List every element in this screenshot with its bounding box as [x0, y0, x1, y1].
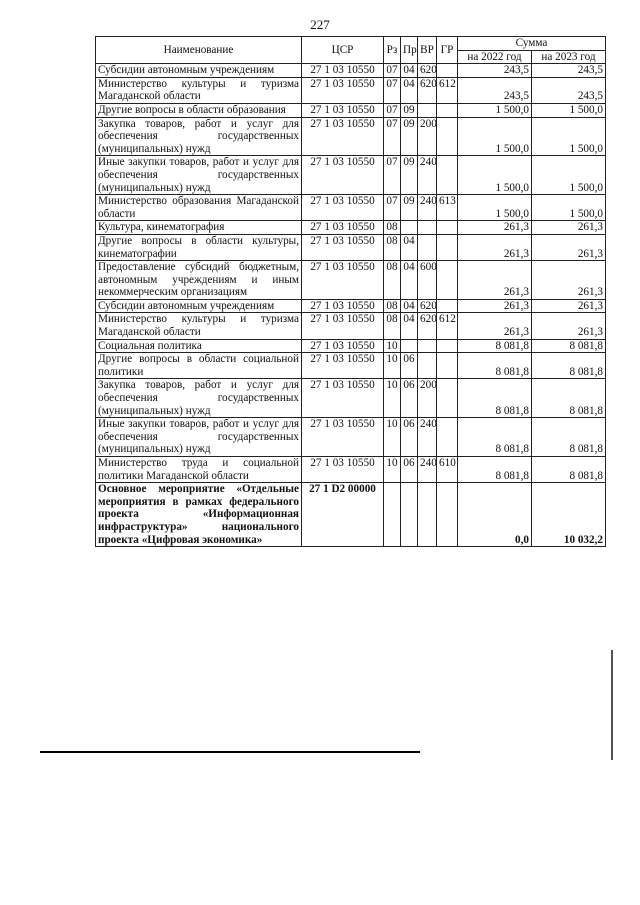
- page-number: 227: [310, 17, 330, 32]
- table-row: [96, 261, 606, 300]
- cell-name: Другие вопросы в области социальной политики: [96, 353, 302, 379]
- cell-y1: 261,3: [458, 221, 532, 235]
- cell-vr: [418, 234, 437, 260]
- cell-vr: 200: [418, 379, 437, 418]
- cell-y1: 8 081,8: [458, 339, 532, 353]
- table-row: [96, 64, 606, 78]
- cell-y2: 243,5: [532, 77, 606, 103]
- cell-name: Социальная политика: [96, 339, 302, 353]
- header-year-2023: на 2023 год: [532, 50, 606, 64]
- cell-rz: 08: [384, 313, 401, 339]
- cell-csr: 27 1 03 10550: [302, 234, 384, 260]
- table-row: [96, 77, 606, 103]
- cell-pr: 09: [401, 156, 418, 195]
- cell-gr: [437, 64, 458, 78]
- cell-name: Министерство культуры и туризма Магаданской области: [96, 313, 302, 339]
- table-row: [96, 483, 606, 547]
- cell-gr: 612: [437, 313, 458, 339]
- footer-rule: [40, 751, 420, 753]
- cell-pr: 09: [401, 103, 418, 117]
- cell-gr: [437, 339, 458, 353]
- cell-y2: 261,3: [532, 261, 606, 300]
- cell-pr: 06: [401, 379, 418, 418]
- cell-y2: 8 081,8: [532, 353, 606, 379]
- header-rz: Рз: [384, 37, 401, 64]
- cell-name: Министерство культуры и туризма Магаданской области: [96, 77, 302, 103]
- cell-y2: 261,3: [532, 313, 606, 339]
- cell-y1: 8 081,8: [458, 353, 532, 379]
- cell-csr: 27 1 03 10550: [302, 103, 384, 117]
- cell-rz: 10: [384, 457, 401, 483]
- cell-y1: 1 500,0: [458, 103, 532, 117]
- table-row: [96, 313, 606, 339]
- cell-y1: 1 500,0: [458, 195, 532, 221]
- margin-mark: [611, 650, 613, 760]
- cell-rz: 10: [384, 379, 401, 418]
- cell-pr: 04: [401, 313, 418, 339]
- cell-y2: 8 081,8: [532, 379, 606, 418]
- cell-vr: [418, 221, 437, 235]
- cell-name: Закупка товаров, работ и услуг для обеспечения государственных (муниципальных) нужд: [96, 117, 302, 156]
- cell-gr: 613: [437, 195, 458, 221]
- header-name: Наименование: [96, 37, 302, 64]
- cell-pr: 04: [401, 64, 418, 78]
- cell-name: Субсидии автономным учреждениям: [96, 299, 302, 313]
- cell-vr: 620: [418, 77, 437, 103]
- cell-y1: 1 500,0: [458, 156, 532, 195]
- cell-csr: 27 1 03 10550: [302, 156, 384, 195]
- cell-pr: 04: [401, 261, 418, 300]
- cell-y1: 8 081,8: [458, 379, 532, 418]
- cell-rz: 07: [384, 103, 401, 117]
- cell-vr: [418, 339, 437, 353]
- header-gr: ГР: [437, 37, 458, 64]
- cell-rz: 08: [384, 221, 401, 235]
- cell-name: Субсидии автономным учреждениям: [96, 64, 302, 78]
- cell-rz: 07: [384, 156, 401, 195]
- cell-name: Культура, кинематография: [96, 221, 302, 235]
- cell-name: Основное мероприятие «Отдельные мероприятия в рамках федерального проекта «Информационная инфраструктура» национального проекта «Цифровая экономика»: [96, 483, 302, 547]
- cell-pr: 04: [401, 234, 418, 260]
- cell-csr: 27 1 03 10550: [302, 299, 384, 313]
- cell-gr: [437, 156, 458, 195]
- cell-y2: 8 081,8: [532, 457, 606, 483]
- cell-pr: 06: [401, 457, 418, 483]
- cell-gr: [437, 483, 458, 547]
- cell-csr: 27 1 03 10550: [302, 339, 384, 353]
- cell-gr: [437, 353, 458, 379]
- cell-gr: 610: [437, 457, 458, 483]
- cell-gr: [437, 261, 458, 300]
- cell-pr: 04: [401, 299, 418, 313]
- table-row: [96, 156, 606, 195]
- cell-rz: 07: [384, 117, 401, 156]
- cell-name: Закупка товаров, работ и услуг для обеспечения государственных (муниципальных) нужд: [96, 379, 302, 418]
- cell-vr: 240: [418, 457, 437, 483]
- table-row: [96, 353, 606, 379]
- cell-csr: 27 1 03 10550: [302, 353, 384, 379]
- cell-vr: 240: [418, 418, 437, 457]
- cell-csr: 27 1 03 10550: [302, 261, 384, 300]
- table-body: [96, 64, 606, 547]
- table-row: [96, 299, 606, 313]
- cell-rz: 08: [384, 299, 401, 313]
- cell-vr: [418, 353, 437, 379]
- cell-y1: 261,3: [458, 313, 532, 339]
- cell-csr: 27 1 03 10550: [302, 313, 384, 339]
- cell-rz: 07: [384, 64, 401, 78]
- budget-table: [95, 36, 606, 547]
- cell-gr: [437, 299, 458, 313]
- cell-vr: 240: [418, 156, 437, 195]
- cell-name: Другие вопросы в области культуры, кинематографии: [96, 234, 302, 260]
- table-row: [96, 457, 606, 483]
- cell-csr: 27 1 03 10550: [302, 77, 384, 103]
- cell-csr: 27 1 D2 00000: [302, 483, 384, 547]
- cell-y1: 261,3: [458, 299, 532, 313]
- cell-y1: 243,5: [458, 77, 532, 103]
- cell-rz: 07: [384, 195, 401, 221]
- cell-y1: 243,5: [458, 64, 532, 78]
- cell-vr: 600: [418, 261, 437, 300]
- cell-rz: 07: [384, 77, 401, 103]
- cell-rz: 08: [384, 234, 401, 260]
- cell-vr: 200: [418, 117, 437, 156]
- cell-pr: [401, 483, 418, 547]
- cell-vr: 620: [418, 299, 437, 313]
- cell-gr: [437, 221, 458, 235]
- table-row: [96, 195, 606, 221]
- cell-y2: 1 500,0: [532, 117, 606, 156]
- header-csr: ЦСР: [302, 37, 384, 64]
- table-row: [96, 418, 606, 457]
- cell-name: Иные закупки товаров, работ и услуг для обеспечения государственных (муниципальных) нужд: [96, 418, 302, 457]
- cell-y1: 1 500,0: [458, 117, 532, 156]
- cell-rz: [384, 483, 401, 547]
- cell-gr: [437, 379, 458, 418]
- cell-csr: 27 1 03 10550: [302, 64, 384, 78]
- cell-csr: 27 1 03 10550: [302, 379, 384, 418]
- cell-rz: 10: [384, 353, 401, 379]
- cell-y2: 8 081,8: [532, 418, 606, 457]
- cell-rz: 10: [384, 339, 401, 353]
- cell-y2: 261,3: [532, 221, 606, 235]
- cell-pr: [401, 221, 418, 235]
- cell-pr: 06: [401, 353, 418, 379]
- cell-name: Другие вопросы в области образования: [96, 103, 302, 117]
- cell-gr: [437, 234, 458, 260]
- cell-pr: 09: [401, 117, 418, 156]
- table-row: [96, 103, 606, 117]
- cell-csr: 27 1 03 10550: [302, 117, 384, 156]
- cell-gr: [437, 103, 458, 117]
- cell-name: Министерство труда и социальной политики Магаданской области: [96, 457, 302, 483]
- cell-y1: 0,0: [458, 483, 532, 547]
- table-row: [96, 117, 606, 156]
- cell-csr: 27 1 03 10550: [302, 457, 384, 483]
- cell-y2: 1 500,0: [532, 103, 606, 117]
- cell-y1: 8 081,8: [458, 457, 532, 483]
- cell-y2: 8 081,8: [532, 339, 606, 353]
- cell-y2: 1 500,0: [532, 195, 606, 221]
- cell-gr: 612: [437, 77, 458, 103]
- cell-y1: 261,3: [458, 261, 532, 300]
- cell-gr: [437, 418, 458, 457]
- cell-pr: 04: [401, 77, 418, 103]
- cell-vr: 620: [418, 313, 437, 339]
- table-row: [96, 379, 606, 418]
- cell-y2: 261,3: [532, 299, 606, 313]
- cell-vr: [418, 483, 437, 547]
- cell-vr: 240: [418, 195, 437, 221]
- cell-rz: 10: [384, 418, 401, 457]
- cell-rz: 08: [384, 261, 401, 300]
- cell-y2: 261,3: [532, 234, 606, 260]
- cell-csr: 27 1 03 10550: [302, 418, 384, 457]
- table-row: [96, 234, 606, 260]
- table-header-row: [96, 37, 606, 51]
- cell-vr: [418, 103, 437, 117]
- cell-y2: 10 032,2: [532, 483, 606, 547]
- cell-gr: [437, 117, 458, 156]
- cell-name: Министерство образования Магаданской области: [96, 195, 302, 221]
- table-row: [96, 221, 606, 235]
- cell-y2: 1 500,0: [532, 156, 606, 195]
- cell-name: Предоставление субсидий бюджетным, автономным учреждениям и иным некоммерческим организациям: [96, 261, 302, 300]
- header-vr: ВР: [418, 37, 437, 64]
- cell-y2: 243,5: [532, 64, 606, 78]
- cell-name: Иные закупки товаров, работ и услуг для обеспечения государственных (муниципальных) нужд: [96, 156, 302, 195]
- header-sum: Сумма: [458, 37, 606, 51]
- cell-csr: 27 1 03 10550: [302, 195, 384, 221]
- cell-pr: 06: [401, 418, 418, 457]
- cell-pr: [401, 339, 418, 353]
- cell-pr: 09: [401, 195, 418, 221]
- header-pr: Пр: [401, 37, 418, 64]
- cell-csr: 27 1 03 10550: [302, 221, 384, 235]
- table-row: [96, 339, 606, 353]
- cell-y1: 261,3: [458, 234, 532, 260]
- cell-vr: 620: [418, 64, 437, 78]
- cell-y1: 8 081,8: [458, 418, 532, 457]
- header-year-2022: на 2022 год: [458, 50, 532, 64]
